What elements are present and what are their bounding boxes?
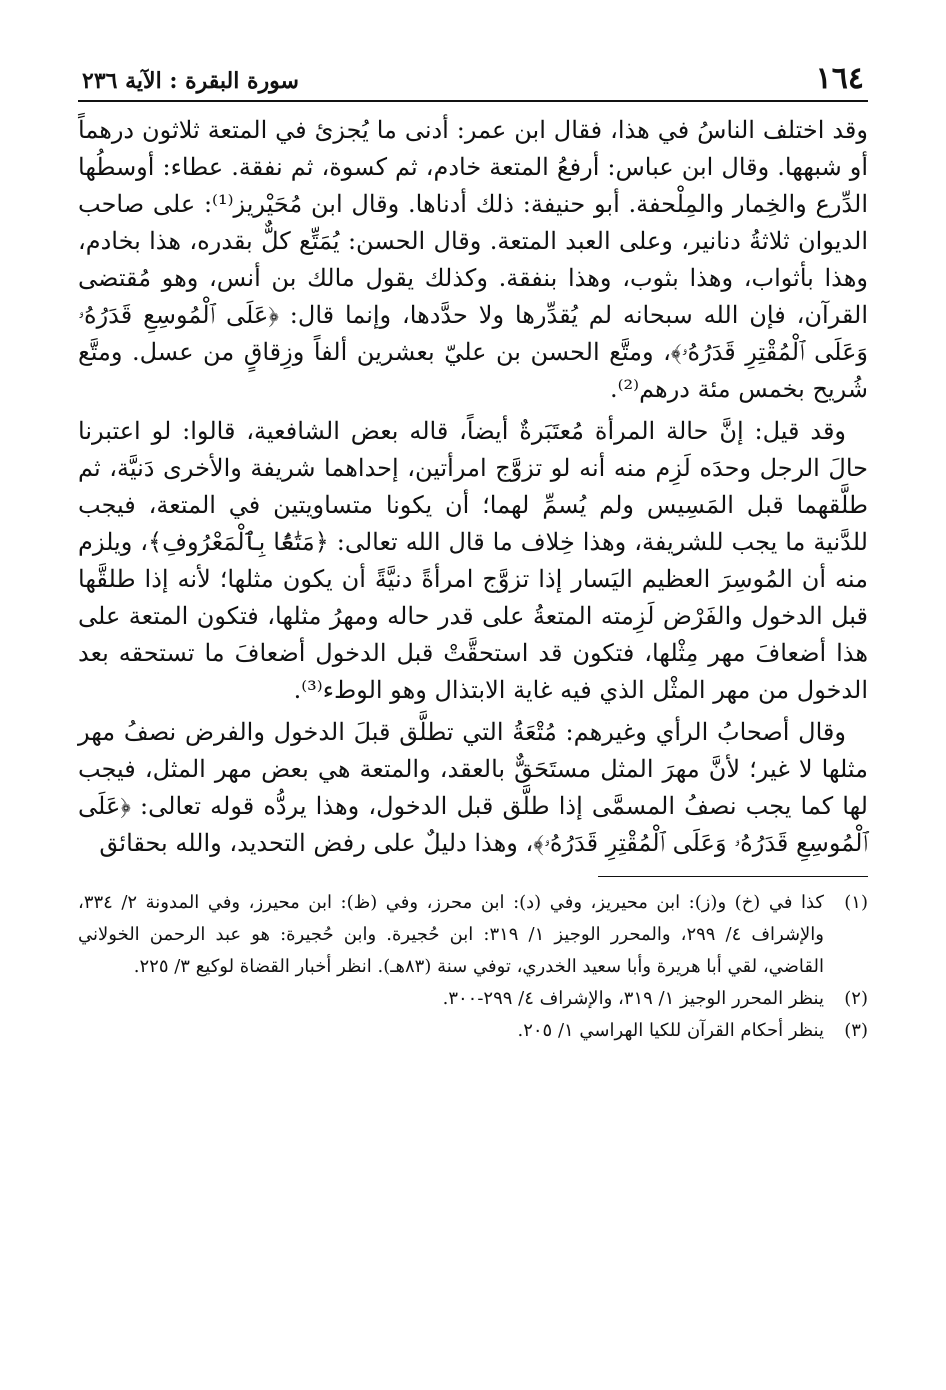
footnote-text: كذا في (خ) و(ز): ابن محيريز، وفي (د): ابن محرز، وفي (ظ): ابن محيرز، وفي المدونة ٢/ ٣٣٤، والإشراف ٤/ ٢٩٩، والمحرر الوجيز ١/ ٣١٩: ابن حُجيرة. وابن حُجيرة: هو عبد الرحمن الخولاني القاضي، لقي أبا هريرة وأبا سعيد الخدري، توفي سنة (٨٣هـ). انظر أخبار القضاة لوكيع ٣/ ٢٢٥. [78, 892, 824, 977]
footnote-text: ينظر أحكام القرآن للكيا الهراسي ١/ ٢٠٥. [517, 1020, 824, 1041]
footnote-number: (١) [844, 892, 868, 913]
page-number: ١٦٤ [815, 61, 864, 96]
footnote-1 [78, 887, 868, 983]
paragraph-3: وقال أصحابُ الرأي وغيرهم: مُتْعَةُ التي تطلَّق قبلَ الدخول والفرض نصفُ مهر مثلها لا غير؛ لأنَّ مهرَ المثل مستَحَقٌّ بالعقد، والمتعة هي بعض مهر المثل، فيجب لها كما يجب نصفُ المسمَّى إذا طلَّق قبل الدخول، وهذا يردُّه قوله تعالى: ﴿عَلَى ٱلْمُوسِعِ قَدَرُهُۥ وَعَلَى ٱلْمُقْتِرِ قَدَرُهُۥ﴾، وهذا دليلٌ على رفض التحديد، والله بحقائق [78, 718, 868, 857]
running-title: سورة البقرة : الآية ٢٣٦ [82, 68, 299, 94]
book-page [78, 62, 868, 1047]
footnotes-divider [598, 876, 868, 877]
footnote-text: ينظر المحرر الوجيز ١/ ٣١٩، والإشراف ٤/ ٢٩٩-٣٠٠. [442, 988, 824, 1009]
footnotes [78, 887, 868, 1047]
footnote-2 [78, 983, 868, 1015]
paragraph-1: وقد اختلف الناسُ في هذا، فقال ابن عمر: أدنى ما يُجزئ في المتعة ثلاثون درهماً أو شبهها. وقال ابن عباس: أرفعُ المتعة خادم، ثم كسوة، ثم نفقة. عطاء: أوسطُها الدِّرع والخِمار والمِلْحفة. أبو حنيفة: ذلك أدناها. وقال ابن مُحَيْريز⁽¹⁾: على صاحب الديوان ثلاثةُ دنانير، وعلى العبد المتعة. وقال الحسن: يُمَتِّع كلٌّ بقدره، هذا بخادم، وهذا بأثواب، وهذا بثوب، وهذا بنفقة. وكذلك يقول مالك بن أنس، وهو مُقتضى القرآن، فإن الله سبحانه لم يُقدِّرها ولا حدَّدها، وإنما قال: ﴿عَلَى ٱلْمُوسِعِ قَدَرُهُۥ وَعَلَى ٱلْمُقْتِرِ قَدَرُهُۥ﴾، ومتَّع الحسن بن عليّ بعشرين ألفاً وزِقاقٍ من عسل. ومتَّع شُريح بخمس مئة درهم⁽²⁾. [78, 116, 868, 403]
footnote-number: (٢) [844, 988, 868, 1009]
paragraph-2: وقد قيل: إنَّ حالة المرأة مُعتَبَرةٌ أيضاً، قاله بعض الشافعية، قالوا: لو اعتبرنا حالَ الرجل وحدَه لَزِم منه أنه لو تزوَّج امرأتين، إحداهما شريفة والأخرى دَنيَّة، ثم طلَّقهما قبل المَسِيس ولم يُسمِّ لهما؛ أن يكونا متساويتين في المتعة، فيجب للدَّنية ما يجب للشريفة، وهذا خِلاف ما قال الله تعالى: ﴿مَتَٰعًۢا بِٱلْمَعْرُوفِ﴾، ويلزم منه أن المُوسِرَ العظيم اليَسار إذا تزوَّج امرأةً دنيَّةً أن يكون مثلها؛ لأنه إذا طلقَّها قبل الدخول والفَرْض لَزِمته المتعةُ على قدر حاله ومهرُ مثلها، فتكون المتعة على هذا أضعافَ مهر مِثْلها، فتكون قد استحقَّتْ قبل الدخول أضعافَ ما تستحقه بعد الدخول من مهر المثْل الذي فيه غاية الابتذال وهو الوطء⁽³⁾. [78, 417, 868, 704]
main-text [78, 112, 868, 862]
footnote-3 [78, 1015, 868, 1047]
footnote-number: (٣) [844, 1020, 868, 1041]
page-header [78, 62, 868, 102]
